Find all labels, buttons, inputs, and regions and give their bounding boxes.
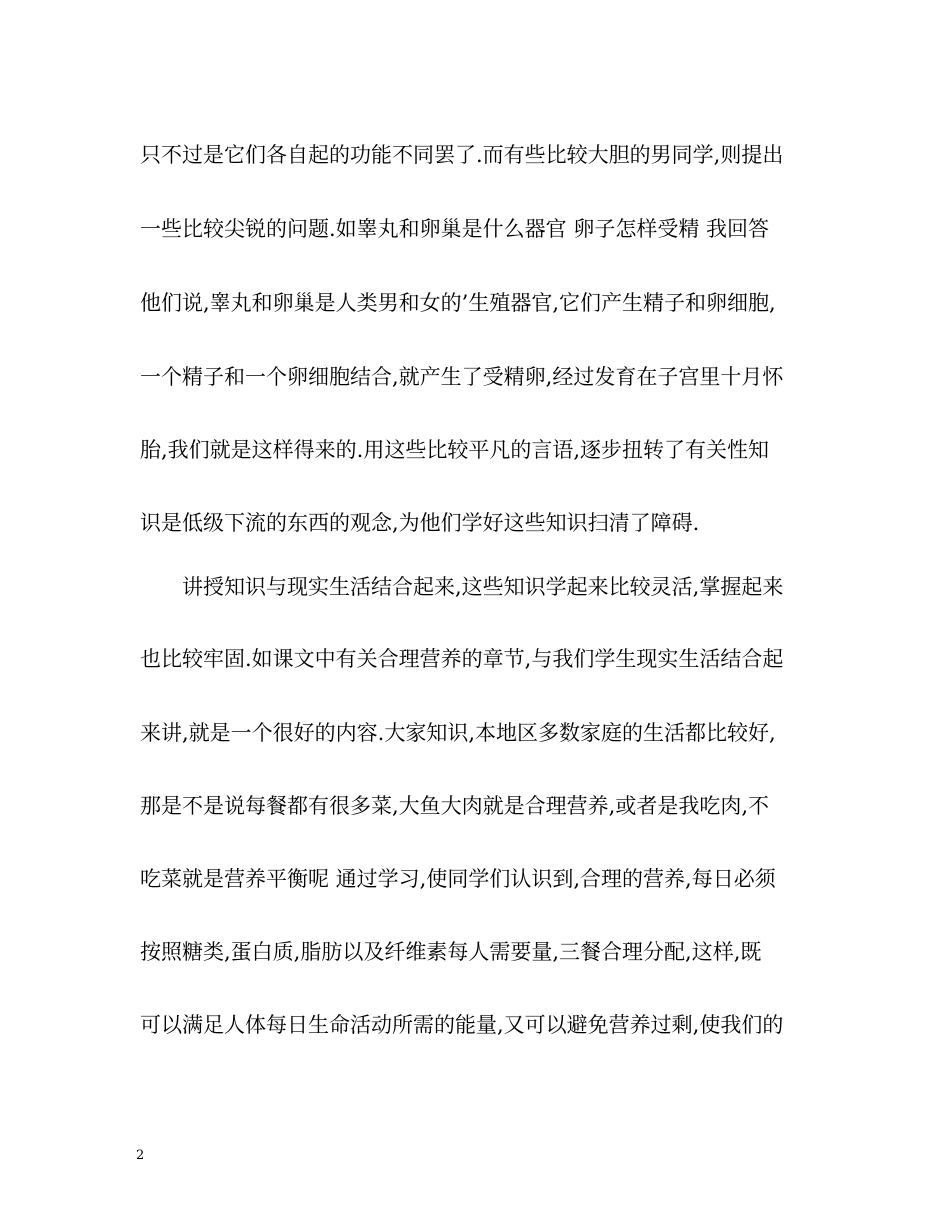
text-line-4: 一个精子和一个卵细胞结合,就产生了受精卵,经过发育在子宫里十月怀 xyxy=(140,365,784,389)
text-line-6: 识是低级下流的东西的观念,为他们学好这些知识扫清了障碍. xyxy=(140,511,700,535)
text-line-10: 那是不是说每餐都有很多菜,大鱼大肉就是合理营养,或者是我吃肉,不 xyxy=(140,794,770,818)
text-line-2: 一些比较尖锐的问题.如睾丸和卵巢是什么器官 卵子怎样受精 我回答 xyxy=(140,217,770,241)
text-line-3: 他们说,睾丸和卵巢是人类男和女的’生殖器官,它们产生精子和卵细胞, xyxy=(140,291,776,315)
text-line-11: 吃菜就是营养平衡呢 通过学习,使同学们认识到,合理的营养,每日必须 xyxy=(140,867,776,891)
text-line-5: 胎,我们就是这样得来的.用这些比较平凡的言语,逐步扭转了有关性知 xyxy=(140,438,770,462)
page-number: 2 xyxy=(136,1148,145,1163)
text-line-12: 按照糖类,蛋白质,脂肪以及纤维素每人需要量,三餐合理分配,这样,既 xyxy=(140,940,762,964)
paragraph-start-line: 讲授知识与现实生活结合起来,这些知识学起来比较灵活,掌握起来 xyxy=(182,575,784,599)
text-line-13: 可以满足人体每日生命活动所需的能量,又可以避免营养过剩,使我们的 xyxy=(140,1013,784,1037)
text-line-1: 只不过是它们各自起的功能不同罢了.而有些比较大胆的男同学,则提出 xyxy=(140,143,784,167)
text-line-9: 来讲,就是一个很好的内容.大家知识,本地区多数家庭的生活都比较好, xyxy=(140,721,776,745)
text-line-8: 也比较牢固.如课文中有关合理营养的章节,与我们学生现实生活结合起 xyxy=(140,647,784,671)
